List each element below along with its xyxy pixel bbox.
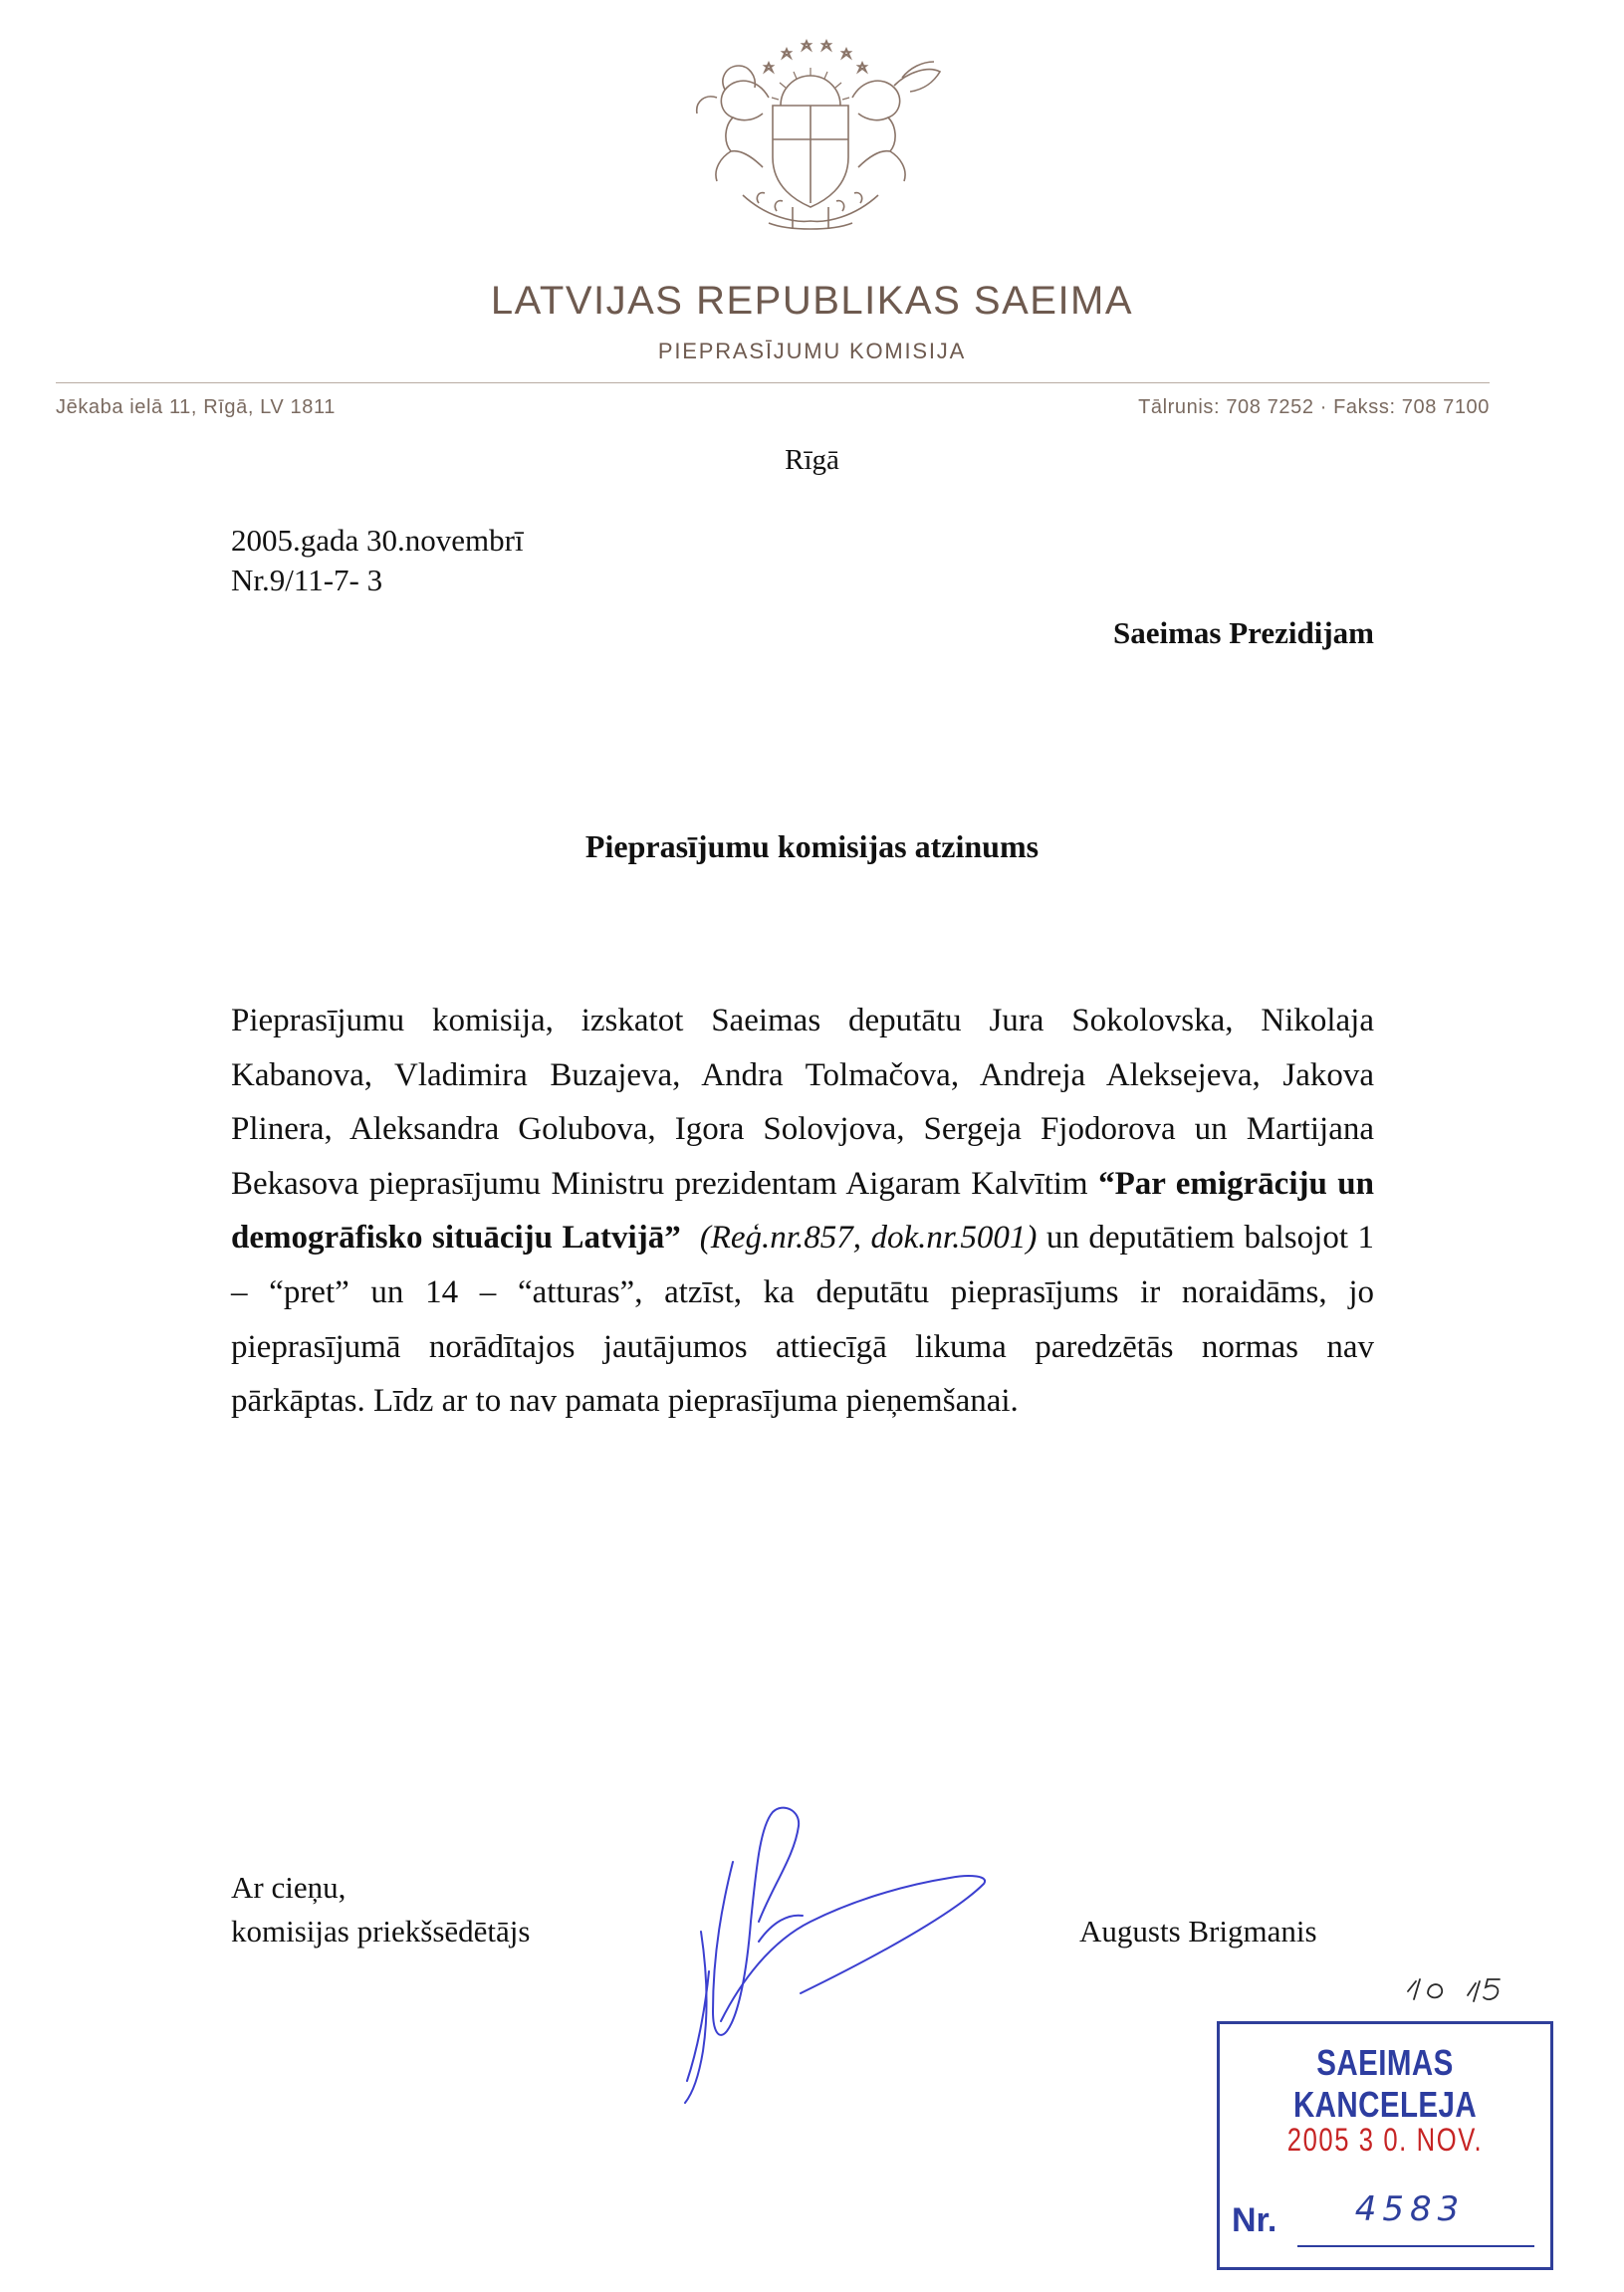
letter-date: 2005.gada 30.novembrī <box>231 523 524 558</box>
handwritten-note <box>1402 1969 1511 2007</box>
addressee: Saeimas Prezidijam <box>1112 615 1374 650</box>
closing-greeting: Ar cieņu, <box>231 1870 347 1905</box>
body-text-part-2: un deputātiem balsojot 1 – “pret” un 14 – “atturas”, atzīst, ka deputātu pieprasījums ir noraidāms, jo pieprasījumā norādītajos jautājumos attiecīgā likuma paredzētās normas nav pārkāptas. Līdz ar to nav pamata pieprasījuma pieņemšanai. <box>231 1220 1375 1420</box>
document-title: Pieprasījumu komisijas atzinums <box>584 828 1040 864</box>
institution-name: LATVIJAS REPUBLIKAS SAEIMA <box>490 279 1134 323</box>
body-text-part-1: Pieprasījumu komisija, izskatot Saeimas deputātu Jura Sokolovska, Nikolaja Kabanova, Vladimira Buzajeva, Andra Tolmačova, Andreja Aleksejeva, Jakova Plinera, Aleksandra Golubova, Igora Solovjova, Sergeja Fjodorova un Martijana Bekasova pieprasījumu Ministru prezidentam Aigaram Kalvītim <box>231 1003 1374 1202</box>
stamp-date: 2005 3 0. NOV. <box>1286 2122 1484 2158</box>
inquiry-subject: “Par emigrāciju un demogrāfisko situāciju Latvijā” <box>231 1165 1375 1257</box>
stamp-number-line <box>1297 2245 1534 2247</box>
place-line: Rīgā <box>785 444 839 476</box>
inquiry-reference: (Reģ.nr.857, dok.nr.5001) <box>699 1220 1038 1257</box>
body-paragraph <box>231 994 1374 1429</box>
letter-reg-number: Nr.9/11-7- 3 <box>231 563 383 597</box>
signer-role: komisijas priekšsēdētājs <box>231 1914 531 1948</box>
office-address: Jēkaba ielā 11, Rīgā, LV 1811 <box>56 396 336 418</box>
stamp-number-value: 4583 <box>1354 2189 1466 2229</box>
committee-name: PIEPRASĪJUMU KOMISIJA <box>657 339 967 363</box>
handwritten-signature <box>637 1792 1016 2121</box>
stamp-title: SAEIMAS KANCELEJA <box>1292 2042 1478 2125</box>
letterhead-divider <box>56 382 1490 383</box>
coat-of-arms-emblem <box>673 28 948 235</box>
registry-stamp <box>1217 2021 1553 2270</box>
stamp-number-label: Nr. <box>1232 2201 1277 2239</box>
stars-arc <box>765 41 866 72</box>
office-contacts: Tālrunis: 708 7252 · Fakss: 708 7100 <box>1138 396 1490 418</box>
signer-name: Augusts Brigmanis <box>1079 1914 1317 1948</box>
